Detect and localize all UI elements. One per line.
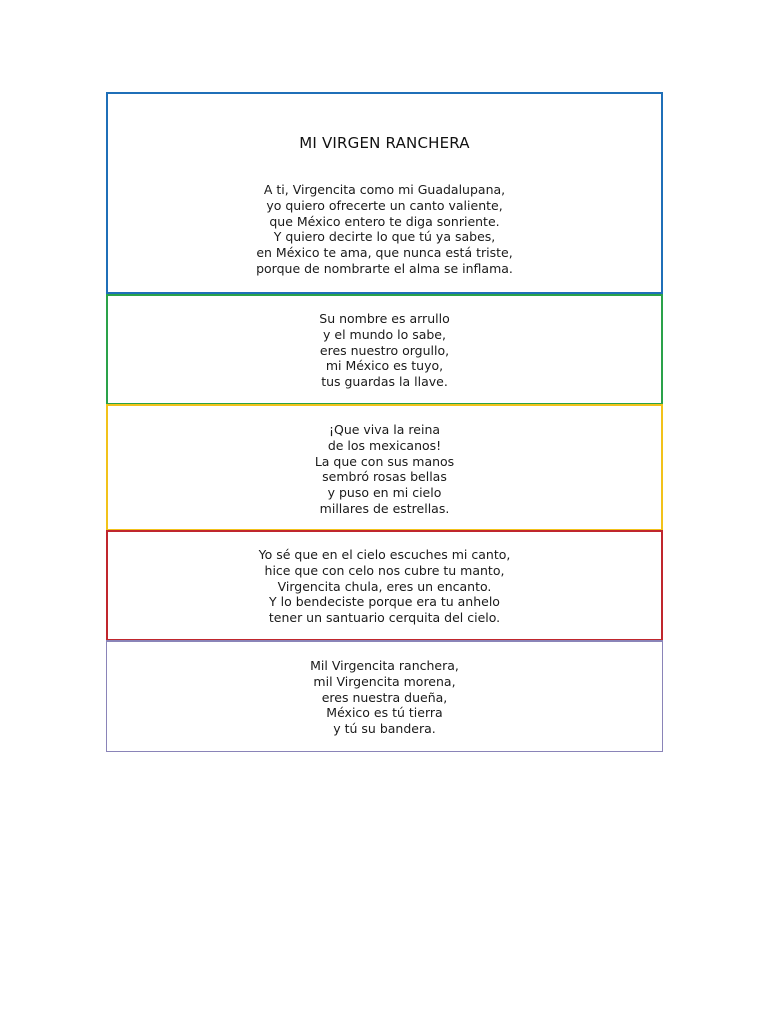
stanza-2 (108, 311, 661, 390)
verse-line: tus guardas la llave. (321, 374, 448, 390)
verse-line: y el mundo lo sabe, (323, 326, 446, 342)
verse-line: Yo sé que en el cielo escuches mi canto, (258, 547, 511, 562)
verse-line: eres nuestro orgullo, (319, 342, 450, 358)
stanza-1 (108, 182, 661, 277)
verse-line: en México te ama, que nunca está triste, (256, 245, 513, 261)
verse-line: eres nuestra dueña, (321, 689, 448, 705)
verse-line: Mil Virgencita ranchera, (310, 658, 459, 673)
stanza-box-green (106, 294, 663, 405)
verse-line: tener un santuario cerquita del cielo. (268, 610, 501, 626)
verse-line: hice que con celo nos cubre tu manto, (264, 562, 505, 578)
stanza-5 (107, 658, 662, 737)
stanza-4 (108, 547, 661, 626)
verse-line: México es tú tierra (326, 705, 443, 721)
verse-line: Su nombre es arrullo (319, 311, 450, 326)
verse-line: de los mexicanos! (327, 437, 442, 453)
verse-line: ¡Que viva la reina (328, 422, 441, 437)
verse-line: Y lo bendeciste porque era tu anhelo (269, 594, 500, 610)
verse-line: mi México es tuyo, (325, 358, 444, 374)
verse-line: y tú su bandera. (333, 721, 436, 737)
verse-line: que México entero te diga sonriente. (269, 213, 500, 229)
stanza-box-blue (106, 92, 663, 295)
verse-line: Virgencita chula, eres un encanto. (277, 578, 492, 594)
stanza-box-yellow (106, 404, 663, 531)
verse-line: porque de nombrarte el alma se inflama. (256, 260, 513, 276)
verse-line: y puso en mi cielo (327, 485, 442, 501)
stanza-3 (108, 422, 661, 517)
stanza-box-purple (106, 640, 663, 752)
verse-line: mil Virgencita morena, (313, 673, 456, 689)
stanza-box-red (106, 530, 663, 641)
verse-line: sembró rosas bellas (322, 469, 447, 485)
verse-line: millares de estrellas. (319, 500, 450, 516)
verse-line: A ti, Virgencita como mi Guadalupana, (263, 182, 506, 197)
poem-title: MI VIRGEN RANCHERA (299, 134, 470, 152)
verse-line: Y quiero decirte lo que tú ya sabes, (273, 229, 496, 245)
verse-line: yo quiero ofrecerte un canto valiente, (266, 197, 503, 213)
verse-line: La que con sus manos (314, 453, 455, 469)
